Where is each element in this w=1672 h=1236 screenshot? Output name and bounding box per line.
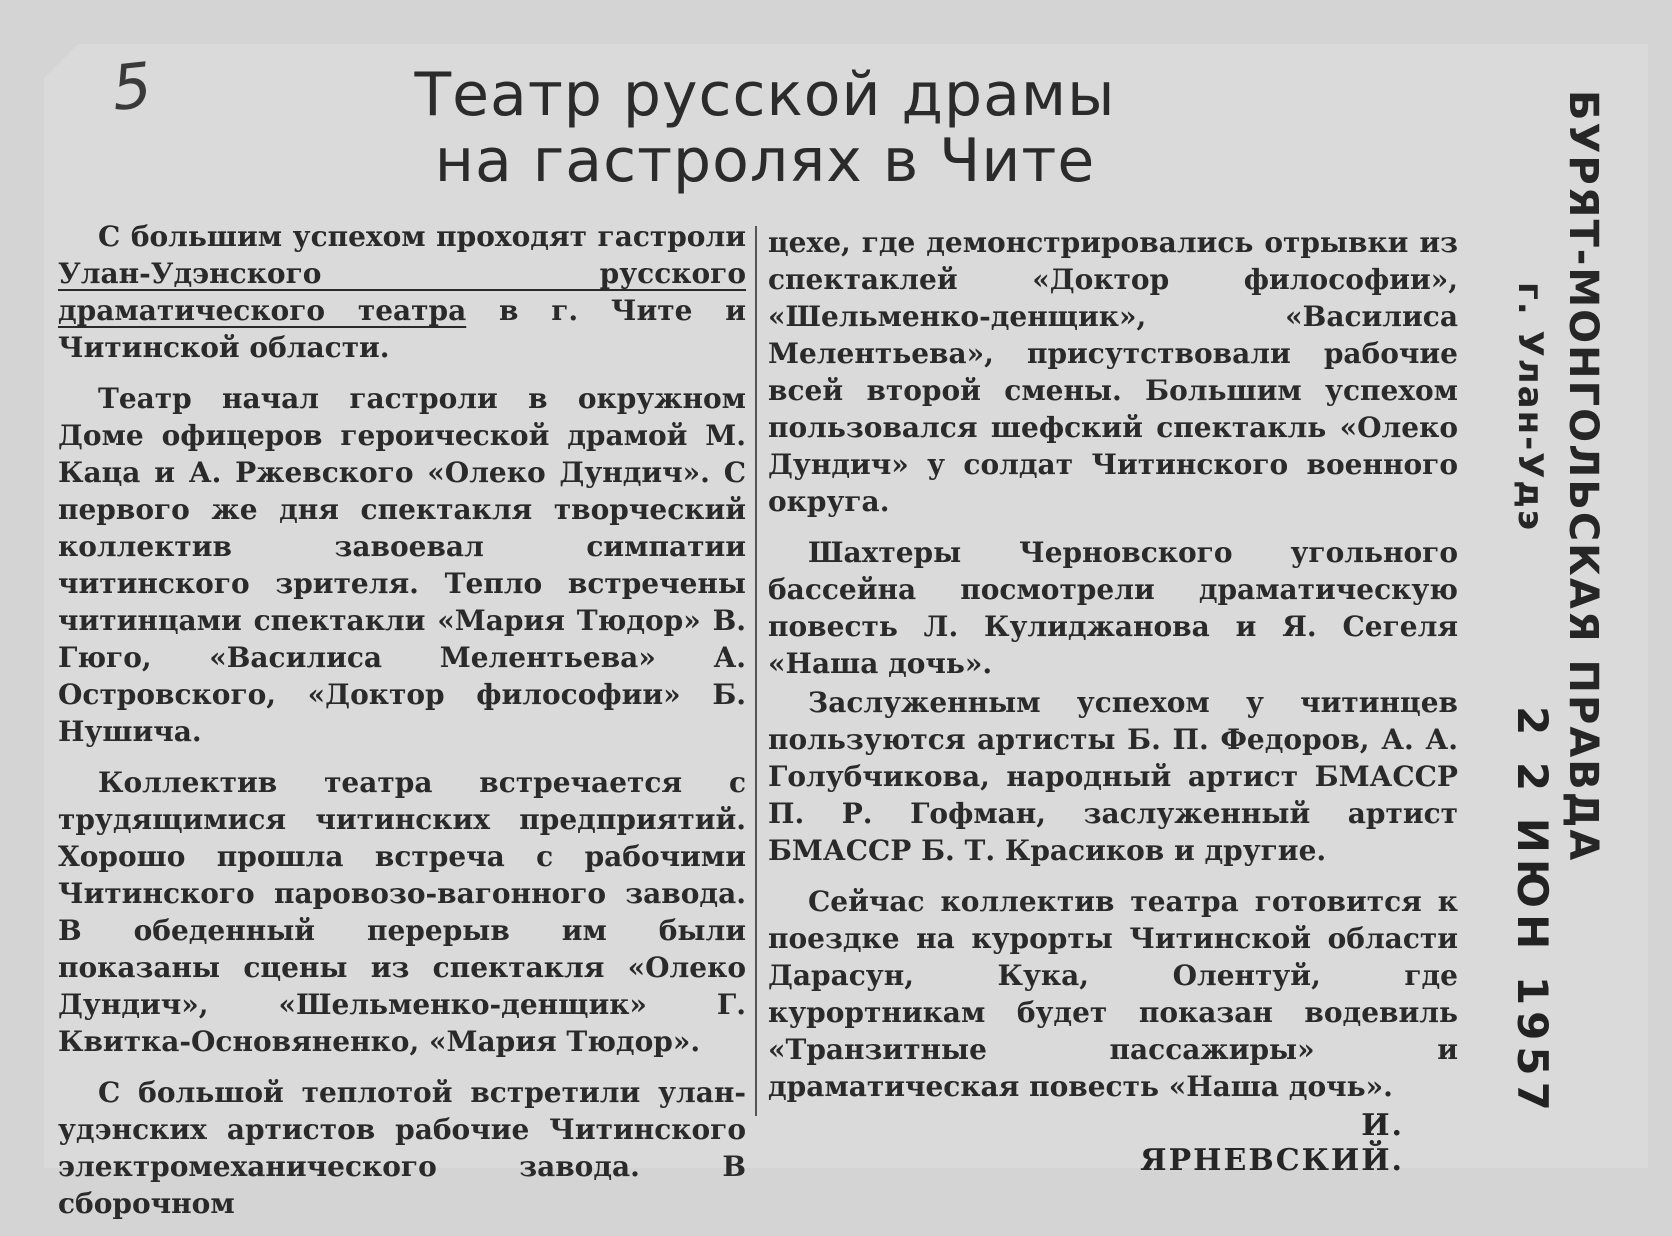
paragraph (58, 218, 746, 366)
paragraph-text: С большим успехом проходят гастроли (98, 220, 746, 253)
paragraph: Сейчас коллектив театра готовится к поездке на курорты Читинской области Дарасун, Кука, Олентуй, где курортникам будет показан водевиль «Транзитные пассажиры» и драматическая повесть «Наша дочь». (768, 885, 1458, 1103)
column-divider (755, 226, 757, 1116)
paragraph: цехе, где демонстрировались отрывки из спектаклей «Доктор философии», «Шельменко-денщик», «Василиса Мелентьева», присутствовали рабочие всей второй смены. Большим успехом пользовался шефский спектакль «Олеко Дундич» у солдат Читинского военного округа. (768, 226, 1458, 518)
headline-line-2: на гастролях в Чите (434, 126, 1096, 196)
underlined-theatre-name: Улан-Удэнского русского драматического театра (58, 257, 746, 327)
paragraph-text: в г. Чите и Читинской области. (58, 294, 746, 364)
article-headline (240, 62, 1290, 194)
headline-line-1: Театр русской драмы (414, 60, 1116, 130)
author-signature: И. ЯРНЕВСКИЙ. (1140, 1108, 1404, 1178)
newspaper-name-stamp: БУРЯТ-МОНГОЛЬСКАЯ ПРАВДА (1560, 90, 1606, 863)
paragraph: Шахтеры Черновского угольного бассейна посмотрели драматическую повесть Л. Кулиджанова и Я. Сегеля «Наша дочь». (768, 536, 1458, 680)
article-column-left (58, 218, 746, 1236)
date-stamp: 2 2 ИЮН 1957 (1508, 706, 1557, 1117)
city-stamp: г. Улан-Удэ (1510, 282, 1550, 533)
paragraph: Коллектив театра встречается с трудящимися читинских предприятий. Хорошо прошла встреча с рабочими Читинского паровозо-вагонного завода. В обеденный перерыв им были показаны сцены из спектакля «Олеко Дундич», «Шельменко-денщик» Г. Квитка-Основяненко, «Мария Тюдор». (58, 766, 746, 1058)
paragraph: С большой теплотой встретили улан-удэнских артистов рабочие Читинского электромеханического завода. В сборочном (58, 1076, 746, 1220)
handwritten-page-number: 5 (108, 48, 156, 125)
article-column-right (768, 224, 1458, 1119)
paragraph: Заслуженным успехом у читинцев пользуются артисты Б. П. Федоров, А. А. Голубчикова, народный артист БМАССР П. Р. Гофман, заслуженный артист БМАССР Б. Т. Красиков и другие. (768, 686, 1458, 867)
paragraph: Театр начал гастроли в окружном Доме офицеров героической драмой М. Каца и А. Ржевского «Олеко Дундич». С первого же дня спектакля творческий коллектив завоевал симпатии читинского зрителя. Тепло встречены читинцами спектакли «Мария Тюдор» В. Гюго, «Василиса Мелентьева» А. Островского, «Доктор философии» Б. Нушича. (58, 382, 746, 748)
